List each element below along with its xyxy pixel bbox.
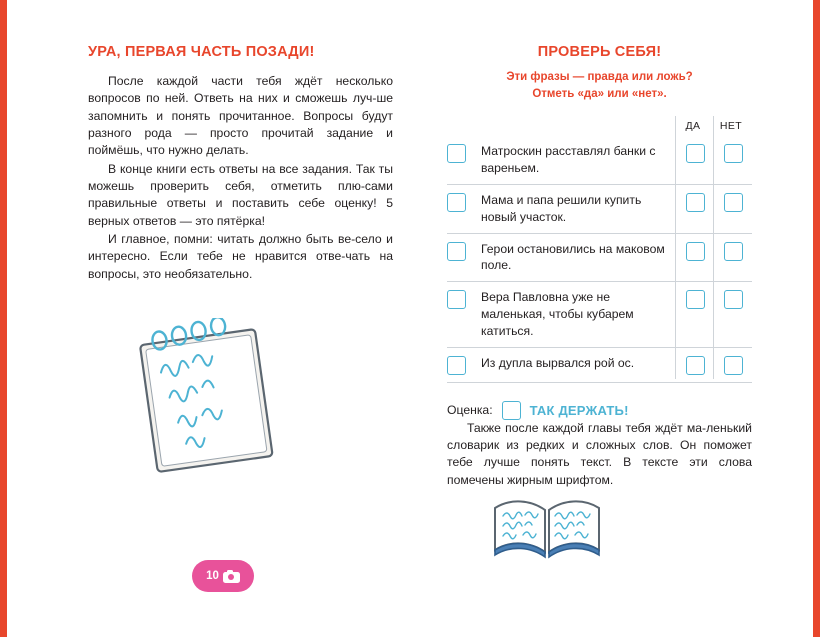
quiz-rows	[447, 136, 752, 382]
column-header-yes: ДА	[685, 120, 701, 133]
right-column	[447, 44, 752, 489]
grade-input-box[interactable]	[502, 401, 521, 420]
question-checkbox[interactable]	[447, 193, 466, 212]
answer-no-cell	[714, 192, 752, 212]
grade-praise-text: ТАК ДЕРЖАТЬ!	[529, 402, 629, 418]
page-title: УРА, ПЕРВАЯ ЧАСТЬ ПОЗАДИ!	[88, 44, 315, 60]
answer-yes-checkbox[interactable]	[686, 144, 705, 163]
question-checkbox[interactable]	[447, 144, 466, 163]
quiz-subtitle	[447, 69, 752, 102]
quiz-table-header	[447, 120, 752, 132]
row-marker	[447, 355, 481, 375]
answer-yes-cell	[676, 355, 714, 375]
quiz-row	[447, 234, 752, 283]
quiz-row	[447, 136, 752, 185]
column-divider	[675, 116, 676, 378]
answer-no-cell	[714, 355, 752, 375]
row-marker	[447, 289, 481, 309]
grade-row	[447, 401, 752, 420]
answer-no-cell	[714, 289, 752, 309]
answer-no-checkbox[interactable]	[724, 242, 743, 261]
row-marker	[447, 192, 481, 212]
answer-yes-cell	[676, 192, 714, 212]
page-number-badge	[192, 560, 254, 592]
spiral-notebook-icon	[120, 318, 300, 483]
quiz-row	[447, 282, 752, 347]
answer-no-cell	[714, 143, 752, 163]
answer-no-checkbox[interactable]	[724, 193, 743, 212]
answer-no-checkbox[interactable]	[724, 356, 743, 375]
right-edge-bar	[813, 0, 820, 637]
paragraph: И главное, помни: читать должно быть ве-село и интересно. Если тебе не нравится отве-чать на вопросы, это необязательно.	[88, 231, 393, 281]
quiz-row	[447, 348, 752, 383]
answer-yes-cell	[676, 289, 714, 309]
grade-label: Оценка:	[447, 403, 493, 418]
quiz-title: ПРОВЕРЬ СЕБЯ!	[537, 44, 662, 60]
question-text: Матроскин расставлял банки с вареньем.	[481, 144, 656, 176]
paragraph: В конце книги есть ответы на все задания. Так ты можешь проверить себя, отметить плю-сами правильные ответы и поставить себе оценку! 5 верных ответов — это пятёрка!	[88, 161, 393, 228]
quiz-row	[447, 185, 752, 234]
paragraph: После каждой части тебя ждёт несколько вопросов по ней. Ответь на них и сможешь луч-ше запомнить и понять прочитанное. Вопросы будут разного рода — просто прочитай задание и поймёшь, что нужно делать.	[88, 74, 393, 158]
open-book-icon	[487, 494, 607, 569]
quiz-subtitle-line-2: Отметь «да» или «нет».	[532, 87, 667, 100]
column-header-no: НЕТ	[719, 120, 743, 133]
question-text: Герои остановились на маковом поле.	[481, 241, 665, 273]
answer-yes-cell	[676, 143, 714, 163]
answer-no-cell	[714, 241, 752, 261]
question-checkbox[interactable]	[447, 242, 466, 261]
column-divider	[713, 116, 714, 378]
question-text: Вера Павловна уже не маленькая, чтобы кубарем катиться.	[481, 290, 634, 338]
left-edge-bar	[0, 0, 7, 637]
answer-yes-checkbox[interactable]	[686, 193, 705, 212]
closing-paragraph: Также после каждой главы тебя ждёт ма-ленький словарик из редких и сложных слов. Он поможет тебе лучше понять текст. В тексте эти слова помечены жирным шрифтом.	[447, 420, 752, 487]
quiz-subtitle-line-1: Эти фразы — правда или ложь?	[506, 71, 693, 83]
page-number: 10	[206, 570, 219, 582]
question-checkbox[interactable]	[447, 356, 466, 375]
left-column	[88, 44, 393, 283]
question-text: Мама и папа решили купить новый участок.	[481, 193, 642, 224]
row-marker	[447, 241, 481, 261]
quiz-table	[447, 120, 752, 382]
question-text: Из дупла вырвался рой ос.	[481, 355, 635, 370]
question-checkbox[interactable]	[447, 290, 466, 309]
answer-yes-checkbox[interactable]	[686, 242, 705, 261]
camera-icon	[223, 570, 240, 583]
answer-yes-checkbox[interactable]	[686, 356, 705, 375]
answer-no-checkbox[interactable]	[724, 144, 743, 163]
answer-yes-cell	[676, 241, 714, 261]
answer-yes-checkbox[interactable]	[686, 290, 705, 309]
row-marker	[447, 143, 481, 163]
answer-no-checkbox[interactable]	[724, 290, 743, 309]
